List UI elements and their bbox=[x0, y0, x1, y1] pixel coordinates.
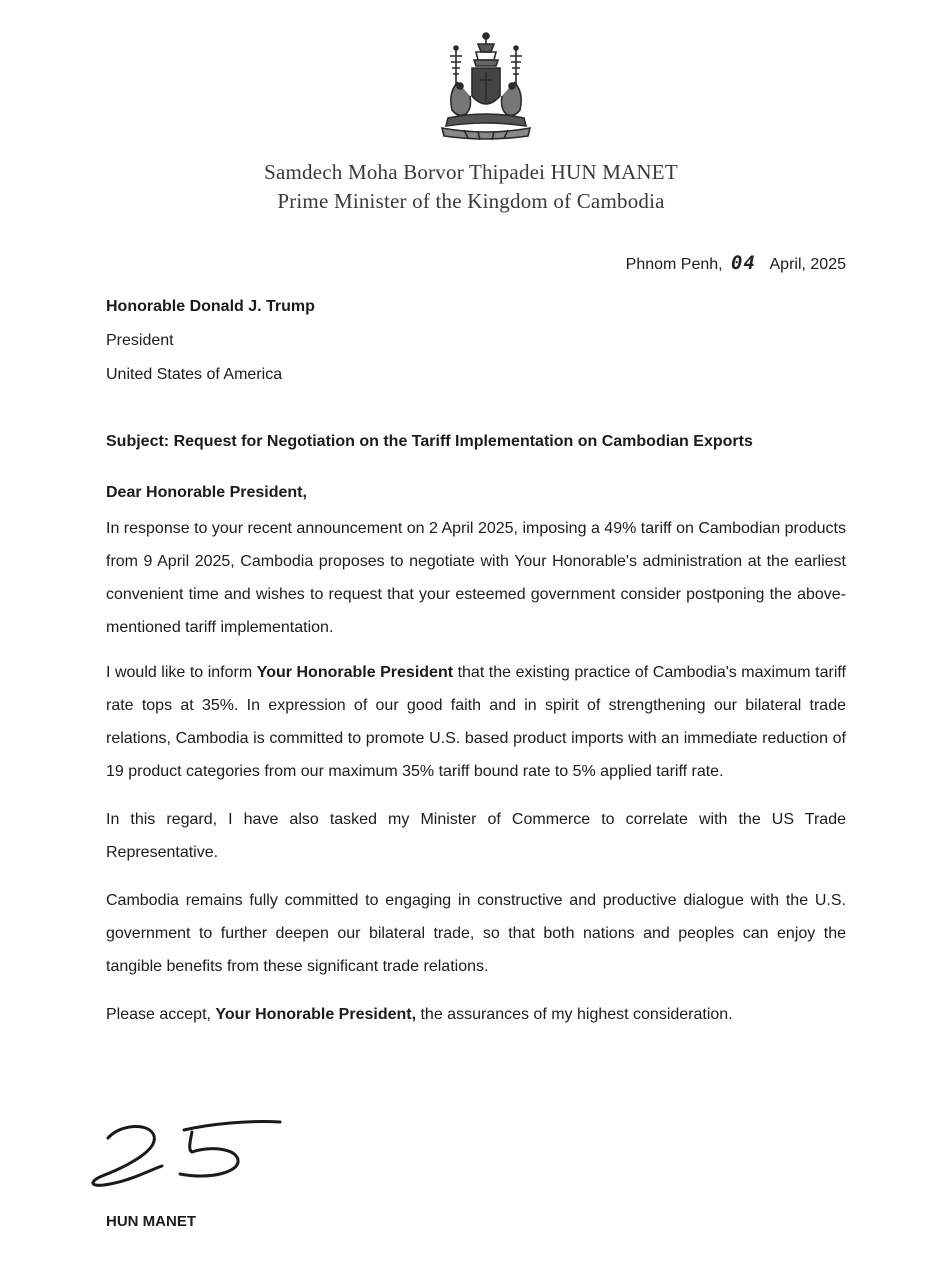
date-line bbox=[626, 252, 846, 274]
date-place: Phnom Penh, bbox=[625, 256, 723, 273]
letterhead-name: Samdech Moha Borvor Thipadei HUN MANET bbox=[264, 160, 678, 184]
paragraph-2-end: that the existing practice of Cambodia's maximum tariff rate tops at 35%. In expression of our good faith and in spirit of strengthening our bilateral trade relations, Cambodia is committed to promote U.S. based product imports with an immediate reduction of 19 product categories from our maximum 35% tariff bound rate to 5% applied tariff rate. bbox=[106, 664, 846, 780]
paragraph-4: Cambodia remains fully committed to engaging in constructive and productive dialogue with the U.S. government to further deepen our bilateral trade, so that both nations and peoples can enjoy the tangible benefits from these significant trade relations. bbox=[106, 892, 846, 975]
paragraph-2-start: I would like to inform bbox=[106, 664, 257, 681]
paragraph-2 bbox=[106, 656, 846, 788]
addressee-block bbox=[106, 290, 315, 392]
date-month-year: April, 2025 bbox=[769, 256, 846, 273]
addressee-name: Honorable Donald J. Trump bbox=[106, 298, 315, 315]
paragraph-1: In response to your recent announcement on 2 April 2025, imposing a 49% tariff on Cambodian products from 9 April 2025, Cambodia proposes to negotiate with Your Honorable's administration at the earliest convenient time and wishes to request that your esteemed government consider postponing the above-mentioned tariff implementation. bbox=[106, 520, 846, 636]
subject-line: Subject: Request for Negotiation on the Tariff Implementation on Cambodian Exports bbox=[106, 433, 753, 450]
handwritten-signature-icon bbox=[80, 1110, 290, 1190]
addressee-country: United States of America bbox=[106, 366, 283, 383]
signer-name: HUN MANET bbox=[106, 1213, 196, 1230]
closing-emphasis: Your Honorable President, bbox=[215, 1006, 417, 1023]
closing-end: the assurances of my highest consideration. bbox=[416, 1006, 733, 1023]
royal-arms-emblem-icon bbox=[428, 30, 544, 146]
letterhead-title: Prime Minister of the Kingdom of Cambodia bbox=[277, 189, 665, 213]
date-day-handwritten: 04 bbox=[731, 252, 756, 274]
letter-body bbox=[106, 512, 846, 1046]
closing-start: Please accept, bbox=[106, 1006, 216, 1023]
salutation: Dear Honorable President, bbox=[106, 484, 307, 501]
paragraph-3: In this regard, I have also tasked my Minister of Commerce to correlate with the US Trade Representative. bbox=[106, 811, 846, 861]
paragraph-2-emphasis: Your Honorable President bbox=[256, 664, 454, 681]
addressee-position: President bbox=[106, 332, 174, 349]
letterhead bbox=[0, 158, 942, 216]
closing-paragraph bbox=[106, 998, 846, 1031]
